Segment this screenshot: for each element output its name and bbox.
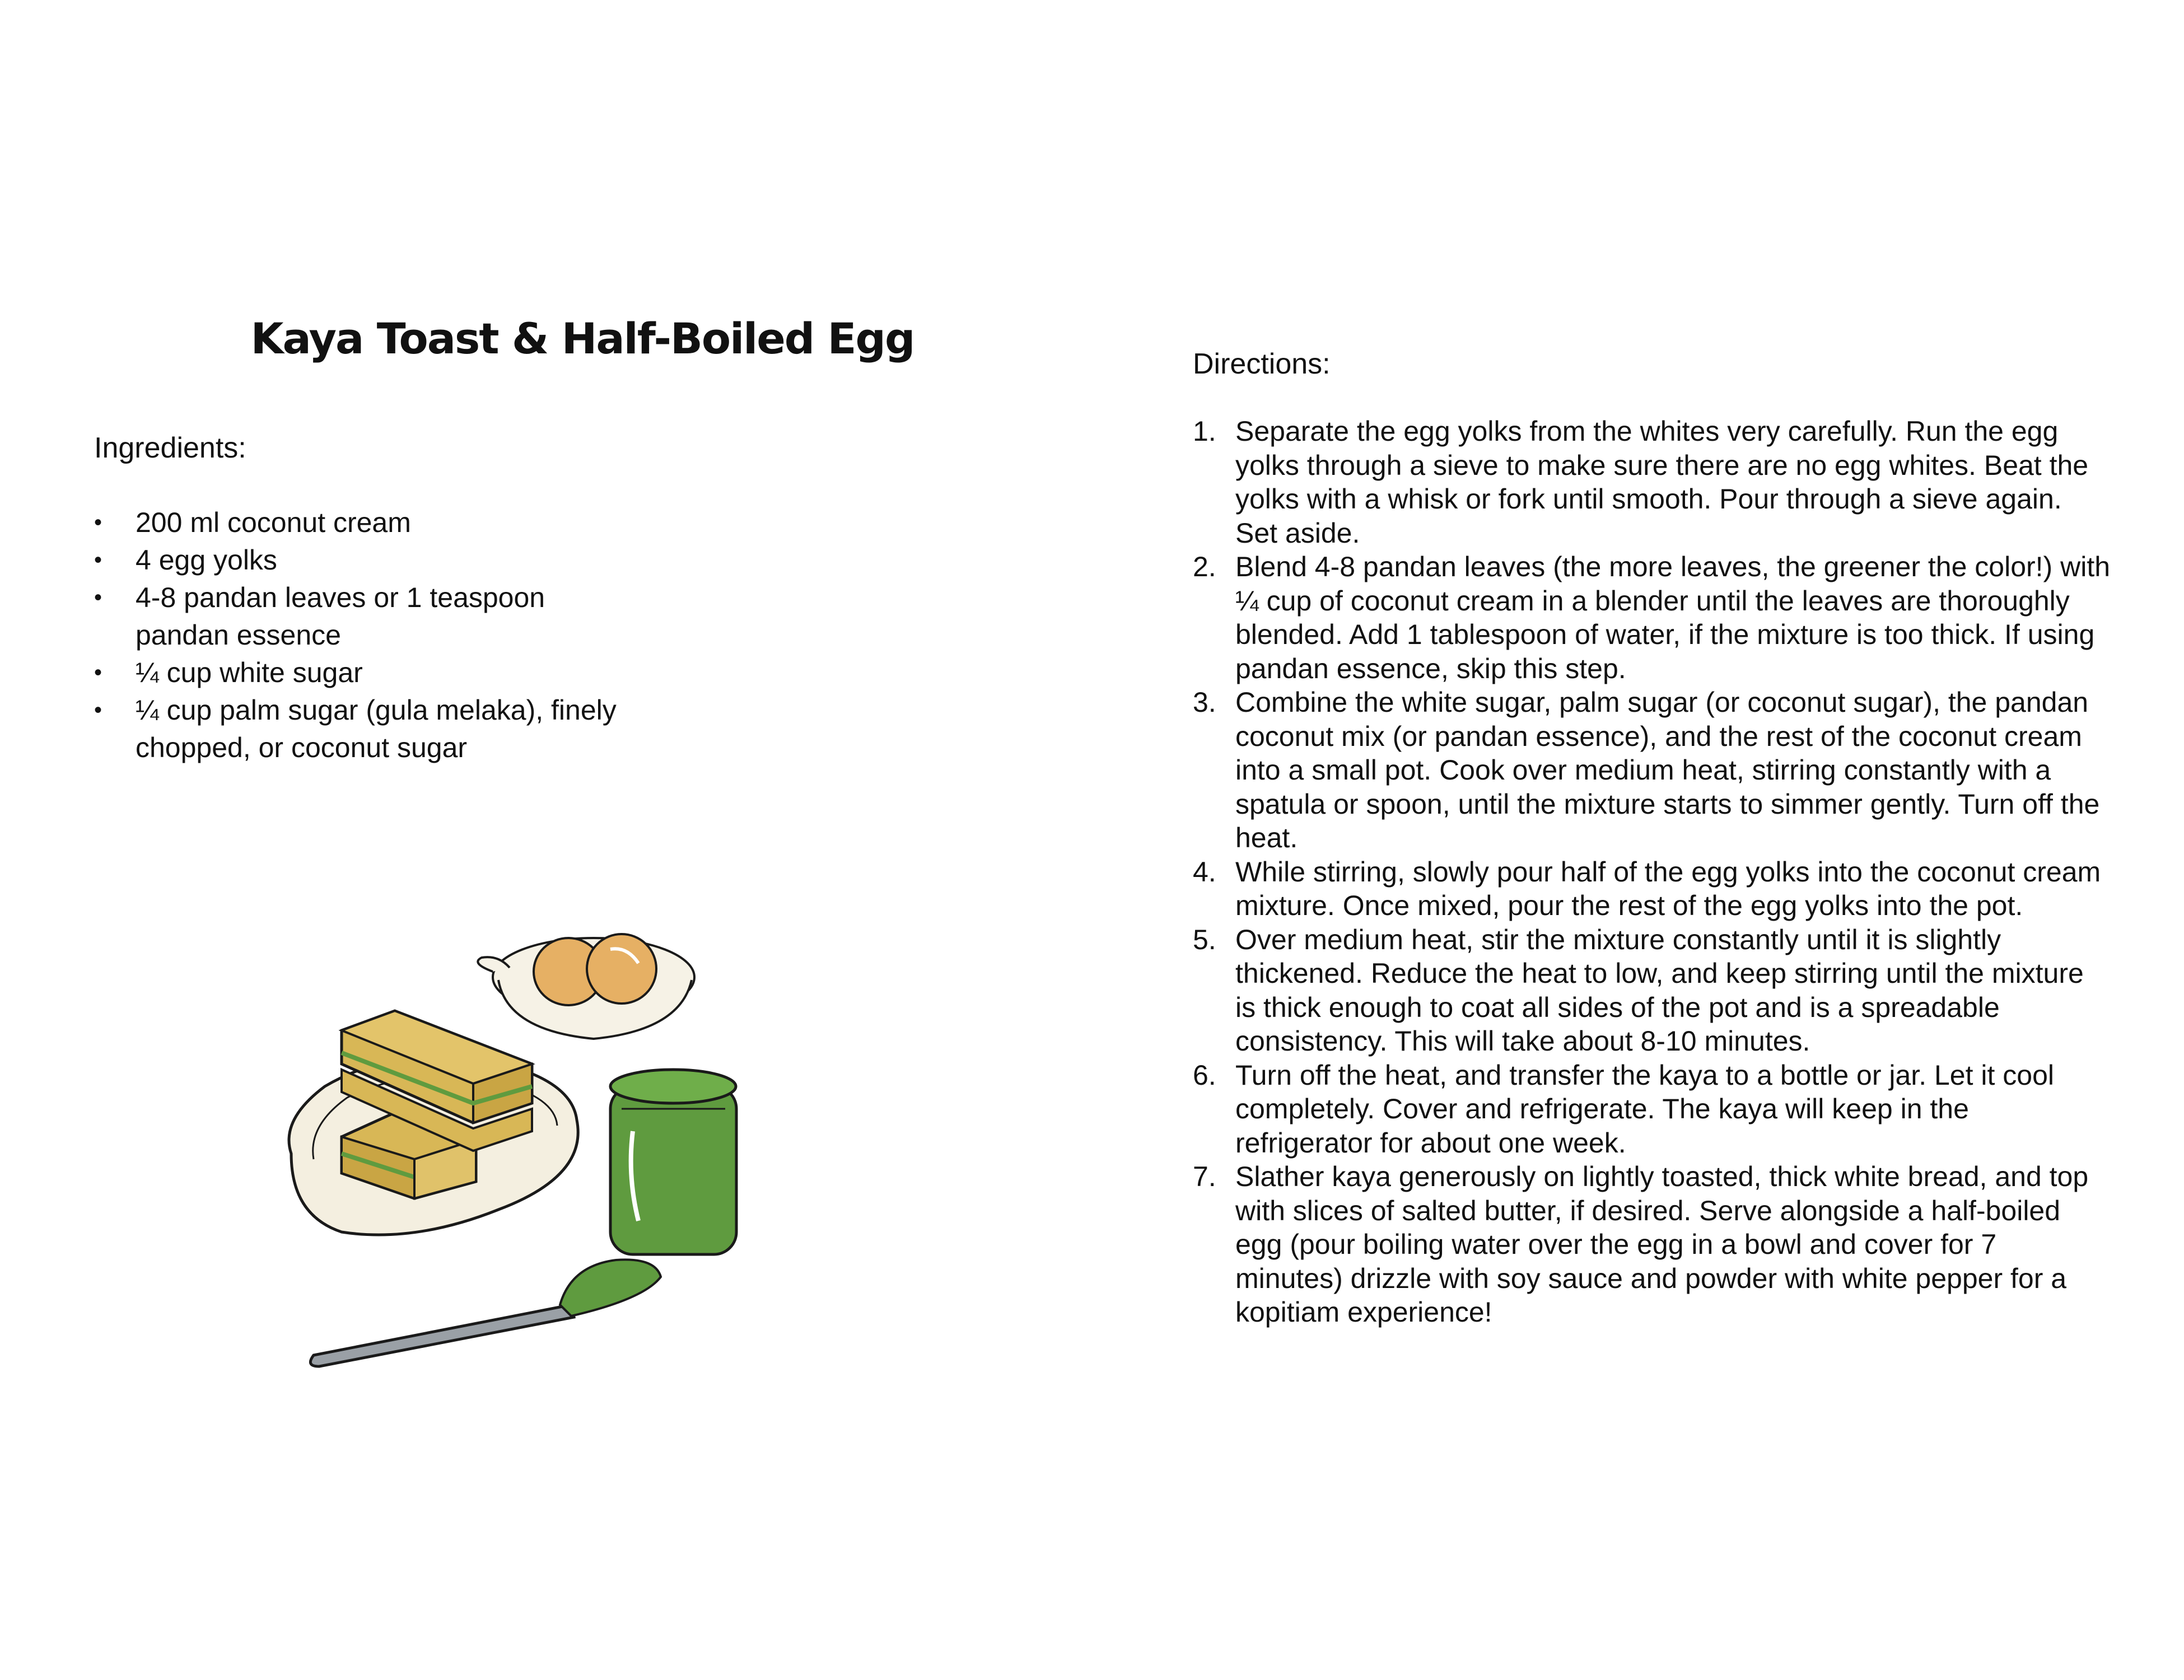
step-number: 7.	[1193, 1161, 1216, 1192]
ingredient-text: 4-8 pandan leaves or 1 teaspoon pandan essence	[136, 582, 545, 651]
step-text: Over medium heat, stir the mixture constantly until it is slightly thickened. Reduce the heat to low, and keep stirring until the mixture is thick enough to coat all sides of the pot and is a spreadable consistency. This will take about 8-10 minutes.	[1235, 923, 2084, 1057]
kaya-jar-icon	[610, 1070, 736, 1254]
recipe-title: Kaya Toast & Half-Boiled Egg	[250, 314, 914, 363]
step-number: 4.	[1193, 856, 1216, 888]
directions-list	[1193, 414, 2111, 1329]
direction-step	[1193, 1058, 2111, 1160]
ingredient-text: 200 ml coconut cream	[136, 507, 411, 538]
step-text: Combine the white sugar, palm sugar (or coconut sugar), the pandan coconut mix (or pandan essence), and the rest of the coconut cream into a small pot. Cook over medium heat, stirring constantly with a spatula or spoon, until the mixture starts to simmer gently. Turn off the heat.	[1235, 687, 2100, 853]
step-text: Slather kaya generously on lightly toasted, thick white bread, and top with slices of salted butter, if desired. Serve alongside a half-boiled egg (pour boiling water over the egg in a bowl and cover for 7 minutes) drizzle with soy sauce and powder with white pepper for a kopitiam experience!	[1235, 1161, 2089, 1328]
step-text: Blend 4-8 pandan leaves (the more leaves, the greener the color!) with ¼ cup of coconut cream in a blender until the leaves are thoroughly blended. Add 1 tablespoon of water, if the mixture is too thick. If using pandan essence, skip this step.	[1235, 551, 2111, 684]
ingredient-item	[94, 579, 572, 654]
step-text: While stirring, slowly pour half of the egg yolks into the coconut cream mixture. Once mixed, pour the rest of the egg yolks into the pot.	[1235, 856, 2101, 921]
ingredients-heading: Ingredients:	[94, 432, 246, 464]
step-number: 2.	[1193, 551, 1216, 582]
ingredients-list	[94, 504, 654, 767]
ingredient-text: ¼ cup palm sugar (gula melaka), finely chopped, or coconut sugar	[136, 694, 617, 763]
bullet-icon: •	[94, 660, 102, 685]
ingredient-text: ¼ cup white sugar	[136, 657, 363, 688]
step-text: Separate the egg yolks from the whites very carefully. Run the egg yolks through a sieve to make sure there are no egg whites. Beat the yolks with a whisk or fork until smooth. Pour through a sieve again. Set aside.	[1235, 416, 2089, 549]
bullet-icon: •	[94, 585, 102, 610]
eggs-bowl-icon	[478, 934, 694, 1039]
step-number: 5.	[1193, 923, 1216, 955]
ingredient-item	[94, 692, 628, 767]
bullet-icon: •	[94, 548, 102, 572]
kaya-toast-illustration	[258, 918, 784, 1378]
directions-heading: Directions:	[1193, 348, 1331, 380]
ingredient-item	[94, 504, 654, 542]
ingredient-item	[94, 654, 654, 692]
step-number: 3.	[1193, 687, 1216, 718]
step-text: Turn off the heat, and transfer the kaya to a bottle or jar. Let it cool completely. Cover and refrigerate. The kaya will keep in the refrigerator for about one week.	[1235, 1059, 2054, 1159]
step-number: 6.	[1193, 1059, 1216, 1091]
direction-step	[1193, 923, 2111, 1058]
direction-step	[1193, 414, 2111, 550]
bullet-icon: •	[94, 698, 102, 722]
step-number: 1.	[1193, 416, 1216, 447]
right-page	[1092, 0, 2184, 1680]
direction-step	[1193, 1160, 2111, 1329]
ingredient-item	[94, 542, 654, 579]
direction-step	[1193, 685, 2111, 855]
ingredient-text: 4 egg yolks	[136, 544, 277, 576]
direction-step	[1193, 550, 2111, 685]
direction-step	[1193, 855, 2111, 923]
butter-knife-icon	[310, 1259, 661, 1366]
bullet-icon: •	[94, 510, 102, 535]
